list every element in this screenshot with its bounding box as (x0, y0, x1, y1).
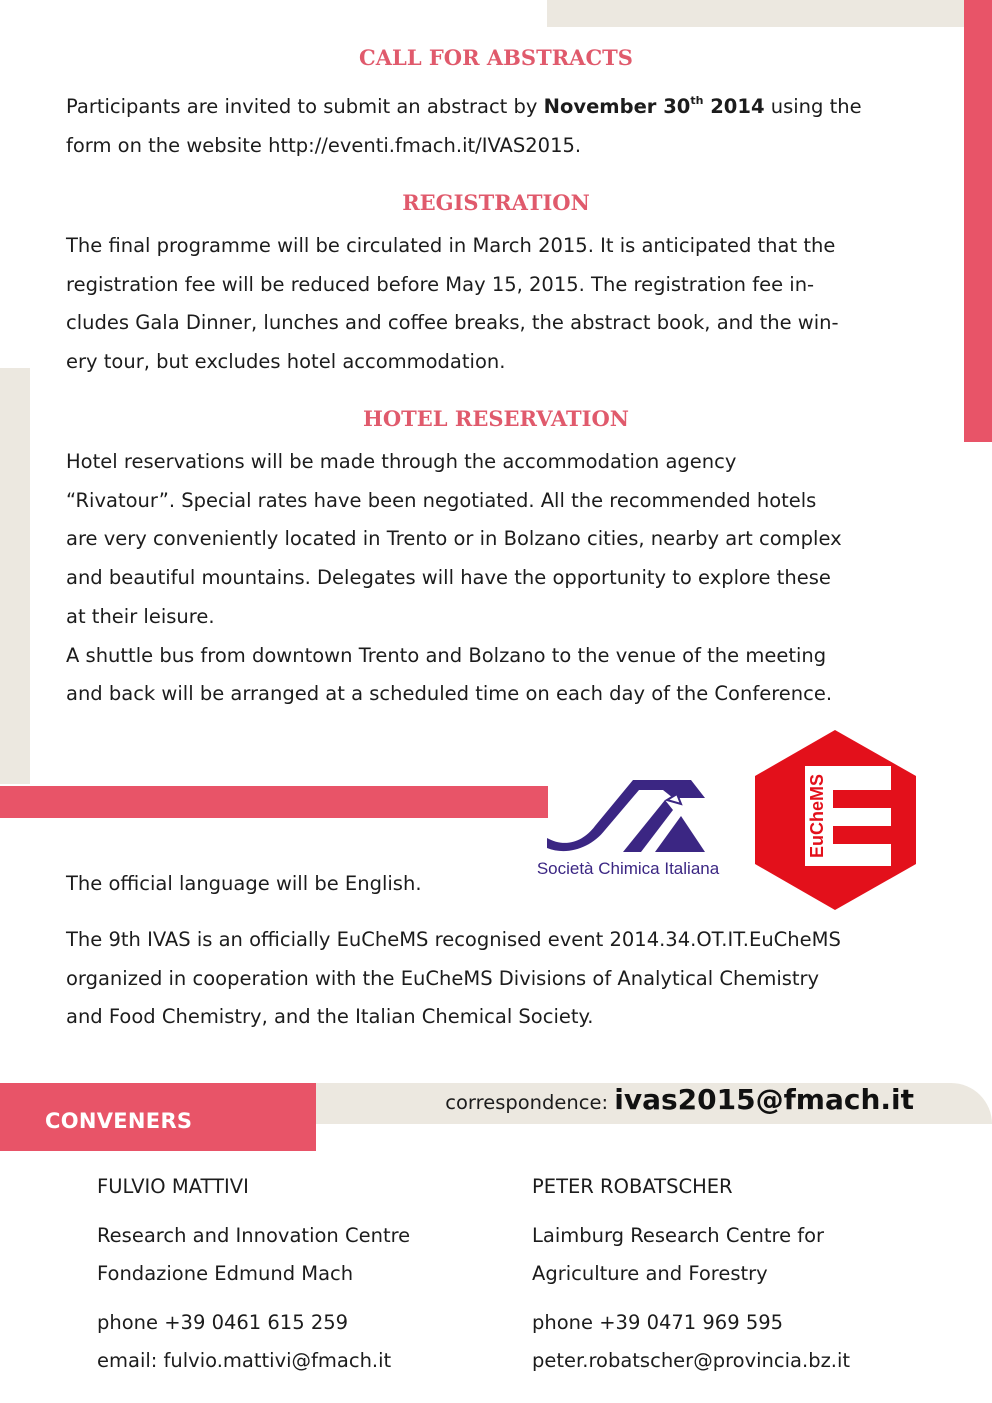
sci-logo-label: Società Chimica Italiana (536, 859, 720, 878)
recognition-line: and Food Chemistry, and the Italian Chemical Society. (66, 1005, 594, 1029)
mid-red-bar (0, 786, 548, 818)
conveners-label: CONVENERS (0, 1083, 316, 1151)
hotel-line: at their leisure. (66, 604, 215, 628)
hotel-line: and back will be arranged at a scheduled time on each day of the Conference. (66, 682, 833, 706)
deadline-date: November 30 (543, 95, 691, 118)
hotel-line: and beautiful mountains. Delegates will have the opportunity to explore these (66, 566, 831, 590)
euchems-logo-mark (753, 728, 918, 912)
registration-line: ery tour, but excludes hotel accommodation. (66, 350, 506, 374)
hotel-line: “Rivatour”. Special rates have been negotiated. All the recommended hotels (66, 488, 817, 512)
convener-affiliation: Fondazione Edmund Mach (97, 1262, 354, 1285)
convener-affiliation: Laimburg Research Centre for (532, 1223, 825, 1247)
deadline-ordinal: th (690, 93, 704, 107)
correspondence-label: correspondence: (445, 1091, 615, 1114)
registration-line: registration fee will be reduced before May 15, 2015. The registration fee in- (66, 272, 815, 296)
abstracts-text (66, 88, 926, 165)
hotel-heading: HOTEL RESERVATION (363, 406, 629, 431)
convener-email[interactable]: peter.robatscher@provincia.bz.it (532, 1349, 851, 1372)
correspondence (445, 1083, 914, 1116)
euchems-logo-label: EuCheMS (807, 773, 827, 859)
hotel-line: Hotel reservations will be made through the accommodation agency (66, 450, 737, 473)
convener-phone: phone +39 0461 615 259 (97, 1310, 349, 1334)
registration-text (66, 227, 926, 382)
deadline-year: 2014 (703, 95, 765, 118)
sci-logo-mark (505, 752, 751, 882)
convener-name: PETER ROBATSCHER (532, 1175, 733, 1198)
recognition-line: organized in cooperation with the EuCheMS Divisions of Analytical Chemistry (66, 966, 820, 990)
top-beige-band (547, 0, 965, 27)
hotel-line: A shuttle bus from downtown Trento and Bolzano to the venue of the meeting (66, 643, 827, 667)
recognition-line: The 9th IVAS is an officially EuCheMS recognised event 2014.34.OT.IT.EuCheMS (66, 928, 841, 951)
registration-line: cludes Gala Dinner, lunches and coffee breaks, the abstract book, and the win- (66, 311, 839, 335)
abstracts-text-start: Participants are invited to submit an abstract by (66, 95, 544, 118)
convener-email[interactable]: email: fulvio.mattivi@fmach.it (97, 1349, 392, 1372)
convener-phone: phone +39 0471 969 595 (532, 1310, 784, 1334)
hotel-text (66, 443, 926, 714)
registration-line: The final programme will be circulated in March 2015. It is anticipated that the (66, 234, 836, 257)
euchems-logo (753, 728, 918, 912)
registration-heading: REGISTRATION (402, 190, 590, 215)
official-language: The official language will be English. (66, 872, 422, 895)
abstracts-heading: CALL FOR ABSTRACTS (359, 45, 633, 70)
convener-card (97, 1168, 410, 1381)
convener-affiliation: Agriculture and Forestry (532, 1262, 768, 1285)
abstracts-website-line: form on the website http://eventi.fmach.it/IVAS2015. (66, 133, 582, 157)
convener-affiliation: Research and Innovation Centre (97, 1223, 411, 1247)
convener-name: FULVIO MATTIVI (97, 1175, 249, 1198)
correspondence-email[interactable]: ivas2015@fmach.it (614, 1083, 914, 1116)
convener-card (532, 1168, 850, 1381)
abstracts-text-end: using the (764, 95, 862, 118)
hotel-line: are very conveniently located in Trento or in Bolzano cities, nearby art complex (66, 527, 842, 551)
sci-logo (505, 752, 751, 882)
recognition-text (66, 921, 926, 1037)
